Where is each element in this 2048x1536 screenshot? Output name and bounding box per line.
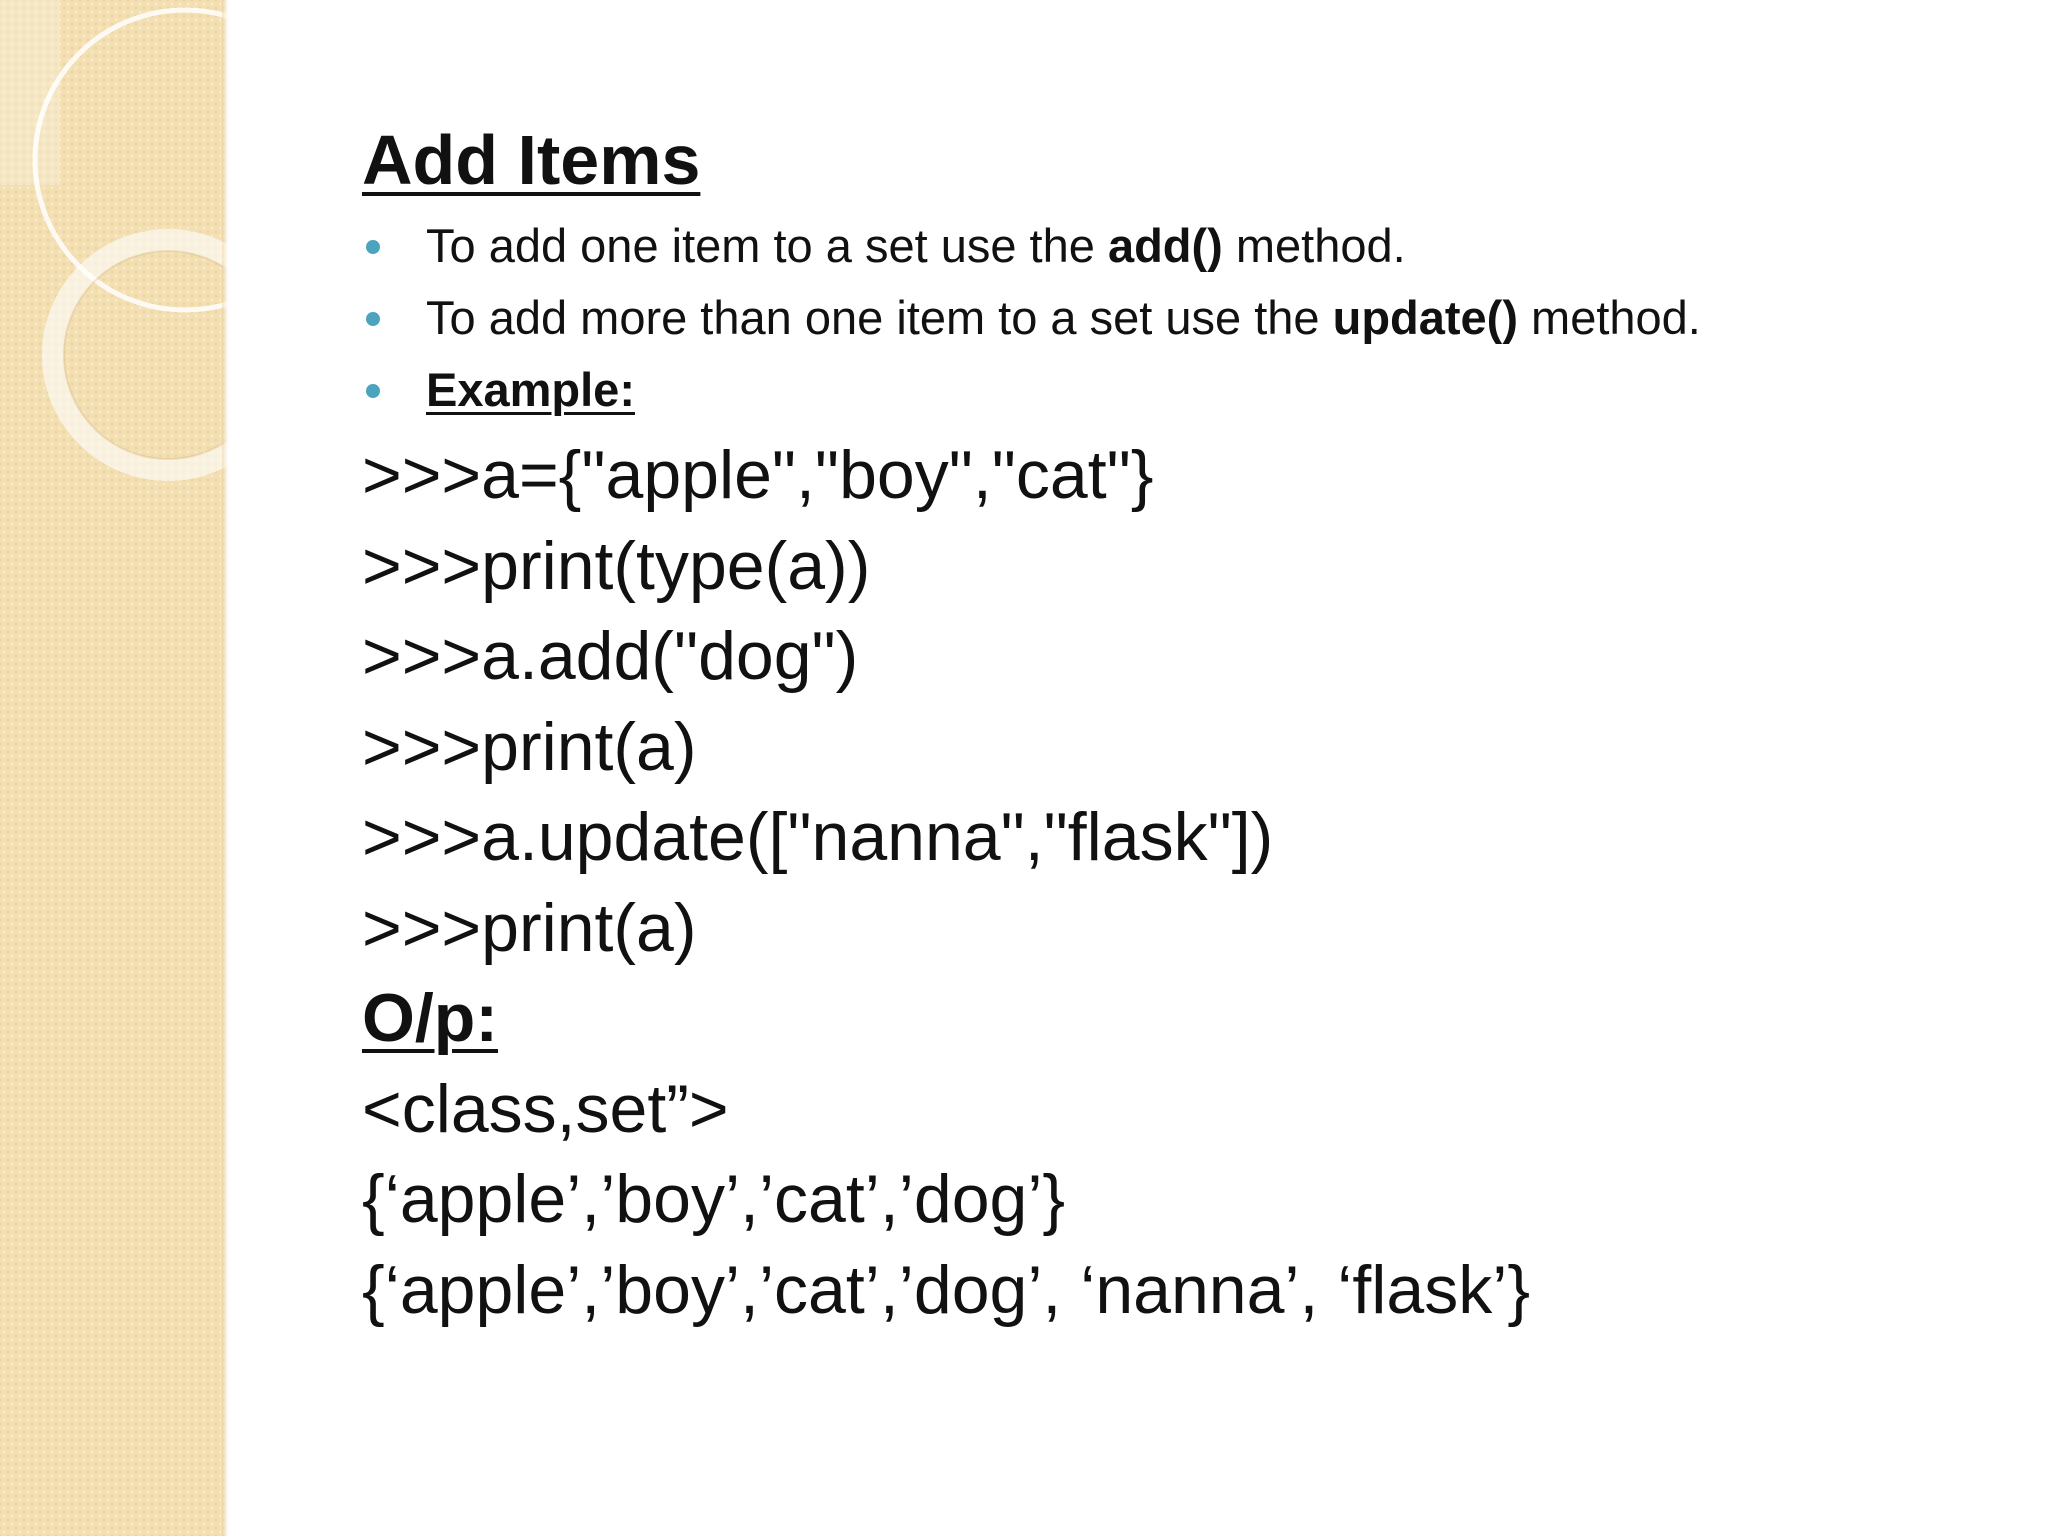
code-line: >>>a.update(["nanna","flask"])	[362, 799, 1274, 875]
code-line: >>>print(a)	[362, 708, 697, 785]
slide-content	[362, 118, 2022, 1335]
bullet-method-name: update()	[1332, 291, 1518, 344]
bullet-list	[362, 210, 2022, 426]
bullet-text: method.	[1517, 291, 1701, 344]
code-block	[362, 430, 2022, 1335]
code-line: >>>print(type(a))	[362, 527, 871, 604]
bullet-text: To add one item to a set use the	[426, 219, 1108, 272]
bullet-text: To add more than one item to a set use the	[426, 291, 1333, 344]
decorative-side-band	[0, 0, 228, 1536]
bullet-item-example	[362, 354, 2022, 426]
output-line: {‘apple’,’boy’,’cat’,’dog’}	[362, 1161, 1066, 1237]
code-line: >>>print(a)	[362, 889, 697, 966]
code-line: >>>a={"apple","boy","cat"}	[362, 437, 1154, 513]
code-line: >>>a.add("dog")	[362, 618, 859, 694]
bullet-dot-icon	[366, 312, 380, 326]
bullet-item-update	[362, 282, 2022, 354]
bullet-item-add	[362, 210, 2022, 282]
example-label: Example:	[426, 363, 635, 416]
bullet-method-name: add()	[1107, 219, 1223, 272]
slide-title: Add Items	[362, 121, 701, 199]
decorative-rings	[0, 0, 228, 1536]
bullet-dot-icon	[366, 384, 380, 398]
output-line: <class,set”>	[362, 1070, 729, 1147]
bullet-text: method.	[1222, 219, 1406, 272]
output-line: {‘apple’,’boy’,’cat’,’dog’, ‘nanna’, ‘flask’}	[362, 1251, 1531, 1328]
output-label: O/p:	[362, 980, 498, 1056]
bullet-dot-icon	[366, 240, 380, 254]
